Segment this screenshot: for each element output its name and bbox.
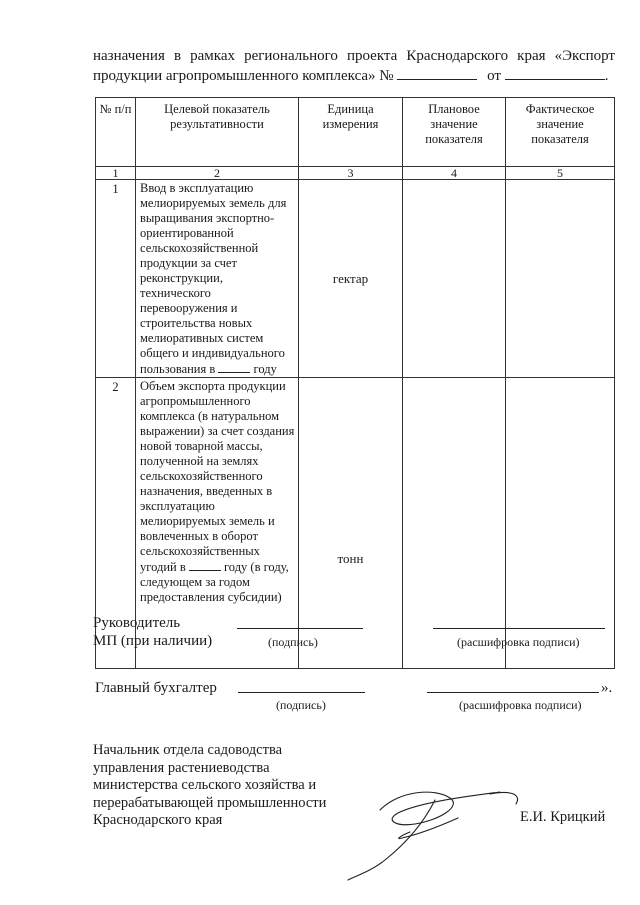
- column-number: 4: [403, 167, 506, 180]
- position-line: министерства сельского хозяйства и: [93, 777, 317, 793]
- accountant-decoding-caption: (расшифровка подписи): [459, 698, 582, 712]
- position-line: Краснодарского края: [93, 812, 223, 828]
- plan-value-cell: [403, 378, 506, 669]
- header-fact: Фактическое значение показателя: [506, 98, 615, 167]
- row-number: 1: [96, 180, 136, 378]
- column-number: 2: [136, 167, 299, 180]
- position-line: Начальник отдела садоводства: [93, 742, 283, 758]
- header-number: № п/п: [96, 98, 136, 167]
- results-table: [95, 97, 615, 669]
- head-label: Руководитель: [93, 615, 181, 631]
- column-number: 3: [299, 167, 403, 180]
- intro-line-2-text: продукции агропромышленного комплекса» №: [93, 68, 394, 84]
- year-blank: [189, 559, 221, 571]
- unit-cell: тонн: [299, 378, 403, 669]
- agreement-date-blank: [505, 66, 605, 80]
- signatory-name: Е.И. Крицкий: [520, 809, 606, 825]
- unit-cell: гектар: [299, 180, 403, 378]
- accountant-signature-line: [238, 692, 365, 693]
- header-unit: Единица измерения: [299, 98, 403, 167]
- indicator-text-end: году: [253, 362, 277, 376]
- intro-line-2: [93, 66, 615, 86]
- stamp-label: МП (при наличии): [93, 633, 213, 649]
- accountant-decoding-line: [427, 692, 599, 693]
- intro-from-word: от: [487, 68, 501, 84]
- header-indicator: Целевой показатель результативности: [136, 98, 299, 167]
- position-line: управления растениеводства: [93, 759, 270, 776]
- header-plan: Плановое значение показателя: [403, 98, 506, 167]
- indicator-text-end: году (в году, следующем за годом предоставления субсидии): [140, 560, 289, 604]
- head-decoding-line: [433, 628, 605, 629]
- row-number: 2: [96, 378, 136, 669]
- signatory-position: [93, 742, 326, 830]
- column-number: 1: [96, 167, 136, 180]
- head-signature-line: [237, 628, 363, 629]
- indicator-text: Объем экспорта продукции агропромышленного комплекса (в натуральном выражении) за счет создания новой товарной массы, полученной на землях сельскохозяйственного назначения, введенных в эксплуатацию мелиорируемых земель и вовлеченных в оборот сельскохозяйственных угодий в: [140, 379, 295, 574]
- closing-quote: ».: [601, 680, 613, 696]
- head-signature-caption: (подпись): [268, 635, 318, 649]
- handwritten-signature: [340, 780, 530, 890]
- intro-line-1: назначения в рамках регионального проекта Краснодарского края «Экспорт: [93, 48, 615, 64]
- column-number: 5: [506, 167, 615, 180]
- agreement-number-blank: [397, 66, 477, 80]
- fact-value-cell: [506, 180, 615, 378]
- position-line: перерабатывающей промышленности: [93, 794, 327, 811]
- intro-line-end: .: [604, 68, 609, 84]
- table-header-row: [96, 98, 615, 167]
- fact-value-cell: [506, 378, 615, 669]
- head-decoding-caption: (расшифровка подписи): [457, 635, 580, 649]
- year-blank: [218, 361, 250, 373]
- column-number-row: [96, 167, 615, 180]
- accountant-signature-caption: (подпись): [276, 698, 326, 712]
- indicator-name: [136, 180, 299, 378]
- indicator-text: Ввод в эксплуатацию мелиорируемых земель для выращивания экспортно-ориентированной сельскохозяйственной продукции за счет реконструкции, технического перевооружения и строительства новых мелиоративных систем общего и индивидуального пользования в: [140, 181, 287, 376]
- accountant-label: Главный бухгалтер: [95, 680, 217, 696]
- intro-paragraph: [93, 47, 615, 86]
- table-row: [96, 180, 615, 378]
- plan-value-cell: [403, 180, 506, 378]
